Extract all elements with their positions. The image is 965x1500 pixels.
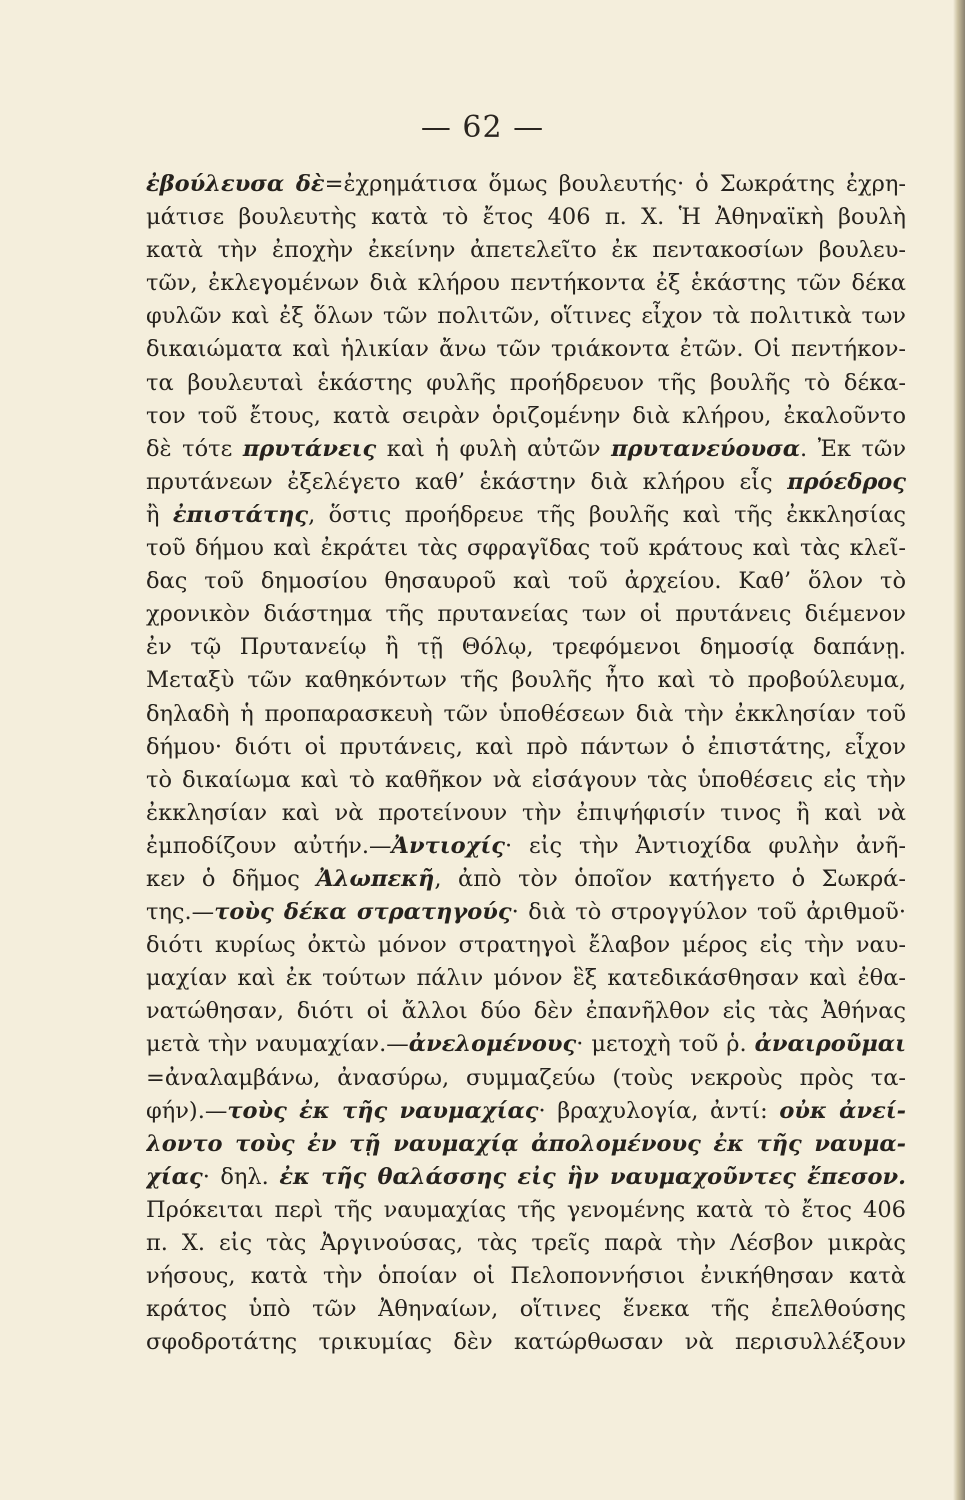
text-segment: κεν ὁ δῆμος (146, 865, 317, 892)
text-line (146, 367, 906, 400)
text-line (146, 1128, 906, 1161)
emphasized-term: τοὺς ἐκ τῆς ναυμαχίας (227, 1097, 539, 1124)
text-line (146, 433, 906, 466)
text-line (146, 1260, 906, 1293)
emphasized-term: Ἀλωπεκῆ (316, 865, 435, 892)
page-number: — 62 — (420, 110, 545, 145)
text-line (146, 300, 906, 333)
text-line (146, 598, 906, 631)
text-segment: ἢ (146, 501, 173, 528)
text-line (146, 698, 906, 731)
emphasized-term: ἀναιροῦμαι (754, 1031, 906, 1058)
text-segment: π. Χ. εἰς τὰς Ἀργινούσας, τὰς τρεῖς παρὰ τὴν Λέσβον μικρὰς (146, 1230, 906, 1256)
text-segment: τῶν, ἐκλεγομένων διὰ κλήρου πεντήκοντα ἐξ ἑκάστης τῶν δέκα (146, 270, 906, 297)
text-segment: καὶ ἡ φυλὴ αὐτῶν (376, 435, 612, 462)
text-line (146, 664, 906, 697)
text-segment: δηλαδὴ ἡ προπαρασκευὴ τῶν ὑποθέσεων διὰ τὴν ἐκκλησίαν τοῦ (146, 700, 906, 727)
emphasized-term: χίας (146, 1163, 203, 1190)
text-line (146, 896, 906, 929)
text-segment: · διὰ τὸ στρογγύλον τοῦ ἀριθμοῦ· (511, 899, 906, 926)
text-line (146, 267, 906, 300)
text-segment: μετὰ τὴν ναυμαχίαν.— (146, 1031, 409, 1058)
text-line (146, 333, 906, 366)
text-line (146, 1194, 906, 1227)
text-segment: ἐν τῷ Πρυτανείῳ ἢ τῇ Θόλῳ, τρεφόμενοι δημοσίᾳ δαπάνῃ. (146, 634, 906, 661)
text-segment: τοῦ δήμου καὶ ἐκράτει τὰς σφραγῖδας τοῦ κράτους καὶ τὰς κλεῖ- (146, 535, 906, 562)
text-segment: , ἀπὸ τὸν ὁποῖον κατήγετο ὁ Σωκρά- (434, 865, 906, 892)
text-segment: δὲ τότε (146, 435, 243, 462)
text-segment: σφοδροτάτης τρικυμίας δὲν κατώρθωσαν νὰ περισυλλέξουν (146, 1329, 906, 1356)
text-segment: φυλῶν καὶ ἐξ ὅλων τῶν πολιτῶν, οἵτινες εἶχον τὰ πολιτικὰ των (146, 303, 906, 330)
text-segment: φήν).— (146, 1097, 228, 1124)
text-segment: τον τοῦ ἔτους, κατὰ σειρὰν ὁριζομένην διὰ κλήρου, ἐκαλοῦντο (146, 402, 906, 429)
text-line (146, 201, 906, 234)
text-segment: κράτος ὑπὸ τῶν Ἀθηναίων, οἵτινες ἕνεκα τῆς ἐπελθούσης (146, 1296, 906, 1323)
emphasized-term: οὐκ ἀνεί- (779, 1097, 906, 1124)
emphasized-term: ἐβούλευσα δὲ (146, 171, 325, 197)
text-line (146, 731, 906, 764)
text-line (146, 532, 906, 565)
text-segment: , ὅστις προήδρευε τῆς βουλῆς καὶ τῆς ἐκκλησίας (308, 501, 906, 528)
emphasized-term: ἀνελομένους (408, 1031, 577, 1058)
text-segment: ἐμποδίζουν αὐτήν.— (146, 832, 392, 859)
text-segment: · μετοχὴ τοῦ ῥ. (576, 1031, 755, 1058)
text-line (146, 863, 906, 896)
emphasized-term: τοὺς δέκα στρατηγούς (214, 899, 512, 926)
text-segment: · δηλ. (202, 1163, 280, 1190)
text-line (146, 631, 906, 664)
text-line (146, 1062, 906, 1095)
page-edge (953, 0, 965, 1500)
text-segment: τὸ δικαίωμα καὶ τὸ καθῆκον νὰ εἰσάγουν τὰς ὑποθέσεις εἰς τὴν (146, 766, 906, 793)
text-line (146, 1326, 906, 1359)
text-segment: της.— (146, 899, 215, 926)
text-segment: κατὰ τὴν ἐποχὴν ἐκείνην ἀπετελεῖτο ἐκ πεντακοσίων βουλευ- (146, 237, 906, 264)
emphasized-term: πρυτανεύουσα (611, 435, 801, 462)
text-line (146, 168, 906, 201)
text-segment: δήμου· διότι οἱ πρυτάνεις, καὶ πρὸ πάντων ὁ ἐπιστάτης, εἶχον (146, 733, 906, 760)
text-line (146, 995, 906, 1028)
text-segment: · βραχυλογία, ἀντί: (538, 1097, 780, 1124)
text-line (146, 797, 906, 830)
text-segment: · εἰς τὴν Ἀντιοχίδα φυλὴν ἀνῆ- (505, 832, 906, 859)
text-segment: νήσους, κατὰ τὴν ὁποίαν οἱ Πελοποννήσιοι ἐνικήθησαν κατὰ (146, 1263, 906, 1290)
text-segment: =ἀναλαμβάνω, ἀνασύρω, συμμαζεύω (τοὺς νεκροὺς πρὸς τα- (146, 1064, 906, 1091)
text-line (146, 565, 906, 598)
text-line (146, 1161, 906, 1194)
text-segment: δικαιώματα καὶ ἡλικίαν ἄνω τῶν τριάκοντα ἐτῶν. Οἱ πεντήκον- (146, 336, 906, 363)
text-line (146, 234, 906, 267)
text-segment: . Ἐκ τῶν (800, 435, 906, 462)
text-segment: =ἐχρημάτισα ὅμως βουλευτής· ὁ Σωκράτης ἐχρη- (324, 171, 906, 197)
emphasized-term: ἐπιστάτης (172, 501, 309, 528)
text-line (146, 499, 906, 532)
text-segment: νατώθησαν, διότι οἱ ἄλλοι δύο δὲν ἐπανῆλθον εἰς τὰς Ἀθήνας (146, 998, 906, 1025)
text-segment: δας τοῦ δημοσίου θησαυροῦ καὶ τοῦ ἀρχείου. Καθ’ ὅλον τὸ (146, 568, 906, 595)
body-text (146, 168, 906, 1359)
emphasized-term: πρόεδρος (787, 468, 906, 495)
text-line (146, 929, 906, 962)
text-line (146, 466, 906, 499)
text-segment: χρονικὸν διάστημα τῆς πρυτανείας των οἱ πρυτάνεις διέμενον (146, 601, 906, 628)
text-segment: μάτισε βουλευτὴς κατὰ τὸ ἔτος 406 π. Χ. Ἡ Ἀθηναϊκὴ βουλὴ (146, 204, 906, 231)
text-line (146, 400, 906, 433)
text-segment: Πρόκειται περὶ τῆς ναυμαχίας τῆς γενομένης κατὰ τὸ ἔτος 406 (146, 1196, 906, 1223)
emphasized-term: Ἀντιοχίς (391, 832, 506, 859)
text-segment: διότι κυρίως ὀκτὼ μόνον στρατηγοὶ ἔλαβον μέρος εἰς τὴν ναυ- (146, 932, 906, 959)
emphasized-term: λοντο τοὺς ἐν τῇ ναυμαχίᾳ ἀπολομένους ἐκ τῆς ναυμα- (146, 1130, 906, 1157)
text-segment: Μεταξὺ τῶν καθηκόντων τῆς βουλῆς ἦτο καὶ τὸ προβούλευμα, (146, 667, 906, 694)
text-line (146, 1227, 906, 1260)
text-line (146, 962, 906, 995)
text-segment: πρυτάνεων ἐξελέγετο καθ’ ἑκάστην διὰ κλήρου εἷς (146, 468, 788, 495)
text-segment: μαχίαν καὶ ἐκ τούτων πάλιν μόνον ἓξ κατεδικάσθησαν καὶ ἐθα- (146, 965, 906, 992)
text-line (146, 764, 906, 797)
text-line (146, 1095, 906, 1128)
text-line (146, 1293, 906, 1326)
emphasized-term: πρυτάνεις (242, 435, 377, 462)
text-line (146, 1028, 906, 1061)
text-segment: ἐκκλησίαν καὶ νὰ προτείνουν τὴν ἐπιψήφισίν τινος ἢ καὶ νὰ (146, 799, 906, 826)
emphasized-term: ἐκ τῆς θαλάσσης εἰς ἣν ναυμαχοῦντες ἔπεσον. (279, 1163, 906, 1190)
text-line (146, 830, 906, 863)
text-segment: τα βουλευταὶ ἑκάστης φυλῆς προήδρευον τῆς βουλῆς τὸ δέκα- (146, 369, 906, 396)
